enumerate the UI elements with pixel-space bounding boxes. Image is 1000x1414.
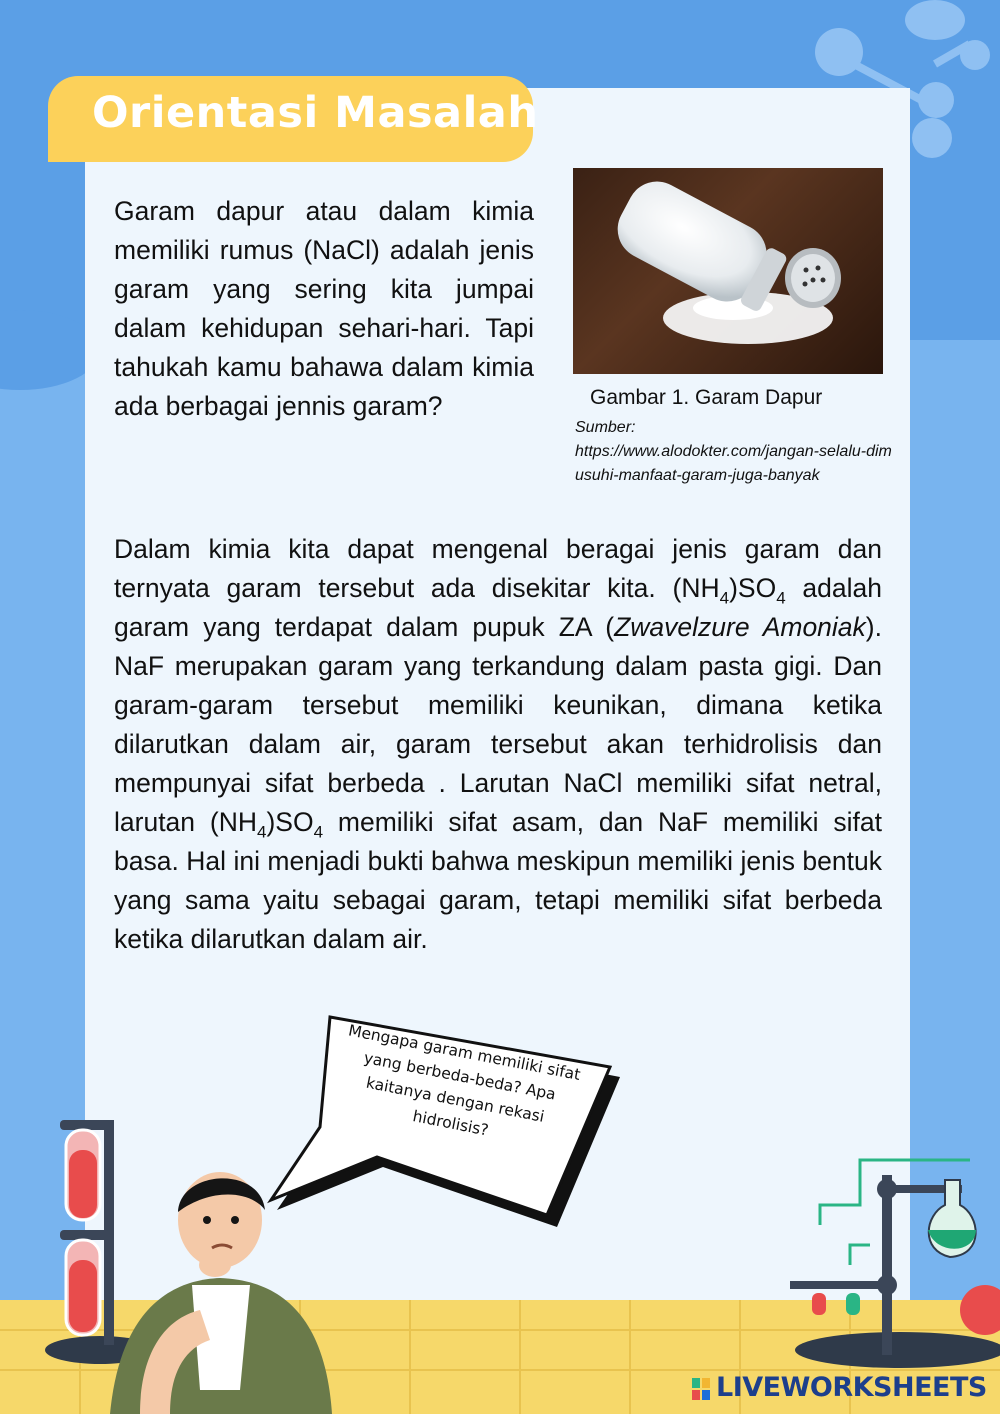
source-url: https://www.alodokter.com/jangan-selalu-dimusuhi-manfaat-garam-juga-banyak [575, 443, 892, 484]
body-segment: ). NaF merupakan garam yang terkandung dalam pasta gigi. Dan garam-garam tersebut memiliki keunikan, dimana ketika dilarutkan dalam air, garam tersebut akan terhidrolisis dan mempunyai sifat berbeda . Larutan NaCl memiliki sifat netral, larutan (NH [114, 612, 882, 837]
salt-shaker-illustration [573, 168, 883, 374]
body-segment: )SO [729, 573, 777, 603]
body-segment: Dalam kimia kita dapat mengenal beragai jenis garam dan ternyata garam tersebut ada disekitar kita. (NH [114, 534, 882, 603]
body-segment: adalah garam yang terdapat dalam pupuk ZA ( [114, 573, 882, 642]
italic-term: Zwavelzure Amoniak [614, 612, 866, 642]
liveworksheets-logo-icon [692, 1378, 710, 1400]
source-label: Sumber: [575, 419, 636, 436]
body-segment: memiliki sifat asam, dan NaF memiliki sifat basa. Hal ini menjadi bukti bahwa meskipun memiliki jenis bentuk yang sama yaitu sebagai garam, tetapi memiliki sifat berbeda ketika dilarutkan dalam air. [114, 807, 882, 954]
intro-paragraph: Garam dapur atau dalam kimia memiliki rumus (NaCl) adalah jenis garam yang sering kita jumpai dalam kehidupan sehari-hari. Tapi tahukah kamu bahawa dalam kimia ada berbagai jennis garam? [114, 196, 534, 421]
figure-source [575, 416, 895, 488]
subscript: 4 [719, 588, 730, 608]
page-title: Orientasi Masalah [92, 88, 539, 138]
subscript: 4 [313, 822, 324, 842]
salt-photo [573, 168, 883, 374]
lab-equipment-illustration [790, 1145, 1000, 1370]
brand-wordmark: LIVEWORKSHEETS [716, 1372, 987, 1403]
subscript: 4 [776, 588, 786, 608]
speech-bubble-text: Mengapa garam memiliki sifat yang berbeda-beda? Apa kaitanya dengan rekasi hidrolisis? [346, 1021, 582, 1140]
body-segment: )SO [266, 807, 314, 837]
main-paragraph [114, 530, 882, 959]
subscript: 4 [256, 822, 267, 842]
figure-caption: Gambar 1. Garam Dapur [590, 386, 823, 409]
thinking-student-illustration [100, 1160, 340, 1414]
